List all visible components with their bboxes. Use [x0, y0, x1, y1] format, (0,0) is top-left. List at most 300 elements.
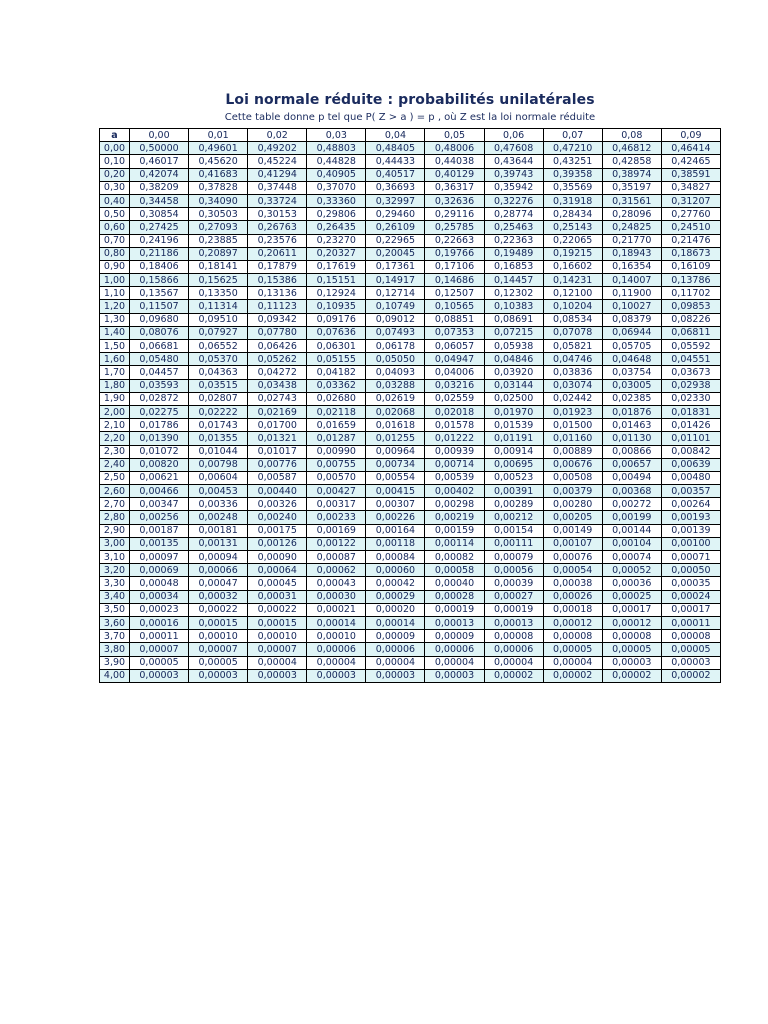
table-cell: 0,02619	[366, 392, 425, 405]
table-cell: 0,50000	[130, 142, 189, 155]
table-cell: 0,00523	[484, 471, 543, 484]
table-cell: 0,24196	[130, 234, 189, 247]
table-cell: 0,16109	[661, 260, 720, 273]
row-header-a: 0,60	[100, 221, 130, 234]
table-cell: 0,02938	[661, 379, 720, 392]
row-header-a: 3,20	[100, 564, 130, 577]
table-cell: 0,22965	[366, 234, 425, 247]
table-cell: 0,00111	[484, 537, 543, 550]
table-cell: 0,25785	[425, 221, 484, 234]
table-cell: 0,14007	[602, 274, 661, 287]
table-cell: 0,00205	[543, 511, 602, 524]
column-header: 0,03	[307, 129, 366, 142]
table-cell: 0,09680	[130, 313, 189, 326]
table-row	[100, 643, 721, 656]
table-cell: 0,00017	[602, 603, 661, 616]
table-row	[100, 181, 721, 194]
table-cell: 0,33360	[307, 194, 366, 207]
table-cell: 0,02442	[543, 392, 602, 405]
table-cell: 0,00415	[366, 485, 425, 498]
table-cell: 0,00842	[661, 445, 720, 458]
table-cell: 0,00012	[602, 616, 661, 629]
table-cell: 0,00100	[661, 537, 720, 550]
table-cell: 0,09012	[366, 313, 425, 326]
table-cell: 0,00199	[602, 511, 661, 524]
table-cell: 0,10749	[366, 300, 425, 313]
row-header-a: 0,00	[100, 142, 130, 155]
table-cell: 0,00480	[661, 471, 720, 484]
table-cell: 0,00030	[307, 590, 366, 603]
table-cell: 0,01786	[130, 419, 189, 432]
table-cell: 0,00017	[661, 603, 720, 616]
table-cell: 0,05155	[307, 353, 366, 366]
table-row	[100, 274, 721, 287]
table-cell: 0,07353	[425, 326, 484, 339]
column-header: 0,00	[130, 129, 189, 142]
table-cell: 0,00003	[366, 669, 425, 682]
table-cell: 0,00008	[661, 630, 720, 643]
table-cell: 0,00050	[661, 564, 720, 577]
table-cell: 0,00187	[130, 524, 189, 537]
table-cell: 0,01321	[248, 432, 307, 445]
table-cell: 0,00011	[661, 616, 720, 629]
table-cell: 0,13567	[130, 287, 189, 300]
row-header-a: 2,30	[100, 445, 130, 458]
table-cell: 0,00004	[543, 656, 602, 669]
table-cell: 0,00272	[602, 498, 661, 511]
table-cell: 0,00357	[661, 485, 720, 498]
table-cell: 0,00466	[130, 485, 189, 498]
table-cell: 0,03515	[189, 379, 248, 392]
table-cell: 0,02222	[189, 405, 248, 418]
table-cell: 0,10383	[484, 300, 543, 313]
table-cell: 0,00368	[602, 485, 661, 498]
table-cell: 0,01390	[130, 432, 189, 445]
column-header: 0,02	[248, 129, 307, 142]
table-cell: 0,00226	[366, 511, 425, 524]
table-cell: 0,00021	[307, 603, 366, 616]
row-header-a: 0,50	[100, 208, 130, 221]
column-header: 0,07	[543, 129, 602, 142]
table-cell: 0,00023	[130, 603, 189, 616]
table-cell: 0,00024	[661, 590, 720, 603]
table-row	[100, 313, 721, 326]
table-cell: 0,00264	[661, 498, 720, 511]
table-row	[100, 155, 721, 168]
table-cell: 0,23270	[307, 234, 366, 247]
table-cell: 0,04006	[425, 366, 484, 379]
table-cell: 0,00084	[366, 551, 425, 564]
table-cell: 0,06057	[425, 340, 484, 353]
table-cell: 0,00006	[366, 643, 425, 656]
table-cell: 0,00326	[248, 498, 307, 511]
table-cell: 0,00169	[307, 524, 366, 537]
row-header-a: 1,10	[100, 287, 130, 300]
table-row	[100, 577, 721, 590]
table-cell: 0,14686	[425, 274, 484, 287]
table-cell: 0,10935	[307, 300, 366, 313]
table-cell: 0,00005	[189, 656, 248, 669]
table-cell: 0,00695	[484, 458, 543, 471]
table-cell: 0,03673	[661, 366, 720, 379]
row-header-a: 3,50	[100, 603, 130, 616]
table-cell: 0,04746	[543, 353, 602, 366]
table-cell: 0,09510	[189, 313, 248, 326]
table-row	[100, 234, 721, 247]
table-cell: 0,00006	[484, 643, 543, 656]
table-cell: 0,16853	[484, 260, 543, 273]
row-header-a: 1,80	[100, 379, 130, 392]
table-cell: 0,37070	[307, 181, 366, 194]
table-cell: 0,17361	[366, 260, 425, 273]
table-cell: 0,23885	[189, 234, 248, 247]
table-cell: 0,06944	[602, 326, 661, 339]
table-cell: 0,05050	[366, 353, 425, 366]
table-cell: 0,00144	[602, 524, 661, 537]
table-cell: 0,00079	[484, 551, 543, 564]
table-cell: 0,22363	[484, 234, 543, 247]
table-cell: 0,00554	[366, 471, 425, 484]
table-cell: 0,04182	[307, 366, 366, 379]
row-header-a: 1,20	[100, 300, 130, 313]
table-cell: 0,00570	[307, 471, 366, 484]
table-cell: 0,07780	[248, 326, 307, 339]
table-cell: 0,11507	[130, 300, 189, 313]
table-cell: 0,02385	[602, 392, 661, 405]
table-cell: 0,13350	[189, 287, 248, 300]
row-header-a: 0,80	[100, 247, 130, 260]
table-cell: 0,03438	[248, 379, 307, 392]
table-row	[100, 616, 721, 629]
row-header-a: 3,80	[100, 643, 130, 656]
table-cell: 0,00298	[425, 498, 484, 511]
table-row	[100, 590, 721, 603]
table-cell: 0,11702	[661, 287, 720, 300]
table-cell: 0,00002	[602, 669, 661, 682]
table-cell: 0,01970	[484, 405, 543, 418]
table-cell: 0,00039	[484, 577, 543, 590]
table-cell: 0,00379	[543, 485, 602, 498]
table-cell: 0,05705	[602, 340, 661, 353]
table-cell: 0,40517	[366, 168, 425, 181]
table-cell: 0,12924	[307, 287, 366, 300]
row-header-a: 1,00	[100, 274, 130, 287]
table-cell: 0,29806	[307, 208, 366, 221]
table-cell: 0,03920	[484, 366, 543, 379]
table-cell: 0,00016	[130, 616, 189, 629]
table-cell: 0,01659	[307, 419, 366, 432]
table-row	[100, 551, 721, 564]
table-row	[100, 419, 721, 432]
table-body	[100, 142, 721, 683]
table-cell: 0,00082	[425, 551, 484, 564]
table-cell: 0,45224	[248, 155, 307, 168]
table-cell: 0,00440	[248, 485, 307, 498]
table-cell: 0,18141	[189, 260, 248, 273]
table-cell: 0,00020	[366, 603, 425, 616]
table-cell: 0,00657	[602, 458, 661, 471]
table-cell: 0,02275	[130, 405, 189, 418]
table-cell: 0,01130	[602, 432, 661, 445]
table-cell: 0,05938	[484, 340, 543, 353]
table-cell: 0,04457	[130, 366, 189, 379]
table-cell: 0,00062	[307, 564, 366, 577]
table-cell: 0,00069	[130, 564, 189, 577]
table-cell: 0,44038	[425, 155, 484, 168]
table-cell: 0,00008	[602, 630, 661, 643]
table-cell: 0,48803	[307, 142, 366, 155]
column-header: 0,05	[425, 129, 484, 142]
table-cell: 0,44828	[307, 155, 366, 168]
row-header-a: 2,70	[100, 498, 130, 511]
table-cell: 0,04551	[661, 353, 720, 366]
table-cell: 0,00003	[425, 669, 484, 682]
row-header-a: 3,10	[100, 551, 130, 564]
table-cell: 0,00139	[661, 524, 720, 537]
table-cell: 0,00071	[661, 551, 720, 564]
table-cell: 0,01426	[661, 419, 720, 432]
table-cell: 0,05262	[248, 353, 307, 366]
table-cell: 0,06681	[130, 340, 189, 353]
table-cell: 0,19766	[425, 247, 484, 260]
row-header-a: 2,10	[100, 419, 130, 432]
table-cell: 0,00022	[189, 603, 248, 616]
table-cell: 0,43644	[484, 155, 543, 168]
table-cell: 0,01539	[484, 419, 543, 432]
table-cell: 0,00015	[248, 616, 307, 629]
table-cell: 0,02559	[425, 392, 484, 405]
table-cell: 0,00347	[130, 498, 189, 511]
table-cell: 0,00066	[189, 564, 248, 577]
table-row	[100, 485, 721, 498]
table-cell: 0,45620	[189, 155, 248, 168]
table-cell: 0,00587	[248, 471, 307, 484]
table-cell: 0,19215	[543, 247, 602, 260]
table-cell: 0,00019	[484, 603, 543, 616]
table-cell: 0,34458	[130, 194, 189, 207]
table-cell: 0,00219	[425, 511, 484, 524]
table-cell: 0,00010	[189, 630, 248, 643]
table-cell: 0,40905	[307, 168, 366, 181]
table-cell: 0,00639	[661, 458, 720, 471]
table-cell: 0,00014	[307, 616, 366, 629]
table-row	[100, 432, 721, 445]
table-cell: 0,31918	[543, 194, 602, 207]
table-cell: 0,00036	[602, 577, 661, 590]
table-cell: 0,12507	[425, 287, 484, 300]
table-row	[100, 603, 721, 616]
table-cell: 0,00005	[661, 643, 720, 656]
table-cell: 0,01578	[425, 419, 484, 432]
table-cell: 0,46414	[661, 142, 720, 155]
table-cell: 0,00058	[425, 564, 484, 577]
table-cell: 0,01876	[602, 405, 661, 418]
table-cell: 0,37828	[189, 181, 248, 194]
column-header: 0,08	[602, 129, 661, 142]
table-cell: 0,08534	[543, 313, 602, 326]
table-cell: 0,06552	[189, 340, 248, 353]
table-cell: 0,03836	[543, 366, 602, 379]
table-cell: 0,18673	[661, 247, 720, 260]
table-row	[100, 300, 721, 313]
table-cell: 0,49601	[189, 142, 248, 155]
table-cell: 0,00009	[366, 630, 425, 643]
table-row	[100, 669, 721, 682]
table-cell: 0,01743	[189, 419, 248, 432]
table-cell: 0,00289	[484, 498, 543, 511]
row-header-a: 0,90	[100, 260, 130, 273]
column-header: 0,06	[484, 129, 543, 142]
row-header-a: 1,50	[100, 340, 130, 353]
table-cell: 0,39743	[484, 168, 543, 181]
table-cell: 0,02068	[366, 405, 425, 418]
table-row	[100, 564, 721, 577]
table-cell: 0,33724	[248, 194, 307, 207]
table-cell: 0,00048	[130, 577, 189, 590]
table-row	[100, 524, 721, 537]
table-cell: 0,00820	[130, 458, 189, 471]
table-cell: 0,07215	[484, 326, 543, 339]
table-cell: 0,00002	[484, 669, 543, 682]
table-cell: 0,00008	[484, 630, 543, 643]
table-cell: 0,00003	[248, 669, 307, 682]
table-cell: 0,08226	[661, 313, 720, 326]
table-cell: 0,07927	[189, 326, 248, 339]
table-cell: 0,13136	[248, 287, 307, 300]
table-cell: 0,00042	[366, 577, 425, 590]
table-cell: 0,00014	[366, 616, 425, 629]
table-cell: 0,00074	[602, 551, 661, 564]
table-cell: 0,01255	[366, 432, 425, 445]
table-cell: 0,00012	[543, 616, 602, 629]
table-cell: 0,30503	[189, 208, 248, 221]
table-row	[100, 405, 721, 418]
table-cell: 0,29116	[425, 208, 484, 221]
table-cell: 0,00755	[307, 458, 366, 471]
row-header-a: 1,60	[100, 353, 130, 366]
table-header-row	[100, 129, 721, 142]
table-cell: 0,00010	[307, 630, 366, 643]
table-cell: 0,28096	[602, 208, 661, 221]
table-cell: 0,14917	[366, 274, 425, 287]
table-cell: 0,27760	[661, 208, 720, 221]
table-cell: 0,00002	[543, 669, 602, 682]
table-cell: 0,01831	[661, 405, 720, 418]
table-row	[100, 168, 721, 181]
row-header-a: 1,90	[100, 392, 130, 405]
table-row	[100, 221, 721, 234]
table-cell: 0,00015	[189, 616, 248, 629]
table-cell: 0,00043	[307, 577, 366, 590]
row-header-a: 2,80	[100, 511, 130, 524]
table-cell: 0,30854	[130, 208, 189, 221]
table-row	[100, 326, 721, 339]
table-cell: 0,00094	[189, 551, 248, 564]
table-cell: 0,00007	[189, 643, 248, 656]
table-cell: 0,00090	[248, 551, 307, 564]
table-row	[100, 340, 721, 353]
table-cell: 0,15625	[189, 274, 248, 287]
table-cell: 0,01101	[661, 432, 720, 445]
table-cell: 0,00193	[661, 511, 720, 524]
table-cell: 0,27093	[189, 221, 248, 234]
table-cell: 0,00317	[307, 498, 366, 511]
column-header: 0,01	[189, 129, 248, 142]
table-cell: 0,00047	[189, 577, 248, 590]
table-cell: 0,10027	[602, 300, 661, 313]
table-cell: 0,01044	[189, 445, 248, 458]
table-cell: 0,07493	[366, 326, 425, 339]
table-cell: 0,00164	[366, 524, 425, 537]
table-row	[100, 247, 721, 260]
normal-distribution-table	[99, 128, 721, 683]
table-cell: 0,00914	[484, 445, 543, 458]
row-header-a: 2,00	[100, 405, 130, 418]
table-cell: 0,42465	[661, 155, 720, 168]
table-cell: 0,00025	[602, 590, 661, 603]
table-cell: 0,04272	[248, 366, 307, 379]
table-cell: 0,40129	[425, 168, 484, 181]
table-cell: 0,00035	[661, 577, 720, 590]
table-cell: 0,06301	[307, 340, 366, 353]
table-cell: 0,00003	[130, 669, 189, 682]
table-cell: 0,00114	[425, 537, 484, 550]
table-cell: 0,07078	[543, 326, 602, 339]
table-cell: 0,03288	[366, 379, 425, 392]
table-cell: 0,20327	[307, 247, 366, 260]
table-cell: 0,47210	[543, 142, 602, 155]
table-cell: 0,26109	[366, 221, 425, 234]
table-cell: 0,01700	[248, 419, 307, 432]
table-cell: 0,20611	[248, 247, 307, 260]
table-cell: 0,00008	[543, 630, 602, 643]
table-cell: 0,00118	[366, 537, 425, 550]
table-cell: 0,38591	[661, 168, 720, 181]
table-cell: 0,30153	[248, 208, 307, 221]
table-cell: 0,00002	[661, 669, 720, 682]
table-cell: 0,01355	[189, 432, 248, 445]
table-cell: 0,35569	[543, 181, 602, 194]
table-cell: 0,00776	[248, 458, 307, 471]
table-row	[100, 537, 721, 550]
table-cell: 0,02169	[248, 405, 307, 418]
table-cell: 0,44433	[366, 155, 425, 168]
table-cell: 0,00060	[366, 564, 425, 577]
table-cell: 0,15866	[130, 274, 189, 287]
table-cell: 0,16602	[543, 260, 602, 273]
table-cell: 0,00003	[602, 656, 661, 669]
table-cell: 0,00714	[425, 458, 484, 471]
table-cell: 0,26763	[248, 221, 307, 234]
table-cell: 0,00005	[602, 643, 661, 656]
table-cell: 0,39358	[543, 168, 602, 181]
table-cell: 0,05592	[661, 340, 720, 353]
table-cell: 0,00054	[543, 564, 602, 577]
table-cell: 0,21186	[130, 247, 189, 260]
table-cell: 0,00013	[425, 616, 484, 629]
table-cell: 0,25463	[484, 221, 543, 234]
table-cell: 0,02680	[307, 392, 366, 405]
table-cell: 0,00866	[602, 445, 661, 458]
table-cell: 0,31207	[661, 194, 720, 207]
row-header-a: 2,40	[100, 458, 130, 471]
table-cell: 0,35197	[602, 181, 661, 194]
table-cell: 0,00307	[366, 498, 425, 511]
table-row	[100, 366, 721, 379]
table-cell: 0,00508	[543, 471, 602, 484]
table-cell: 0,06426	[248, 340, 307, 353]
table-cell: 0,00013	[484, 616, 543, 629]
